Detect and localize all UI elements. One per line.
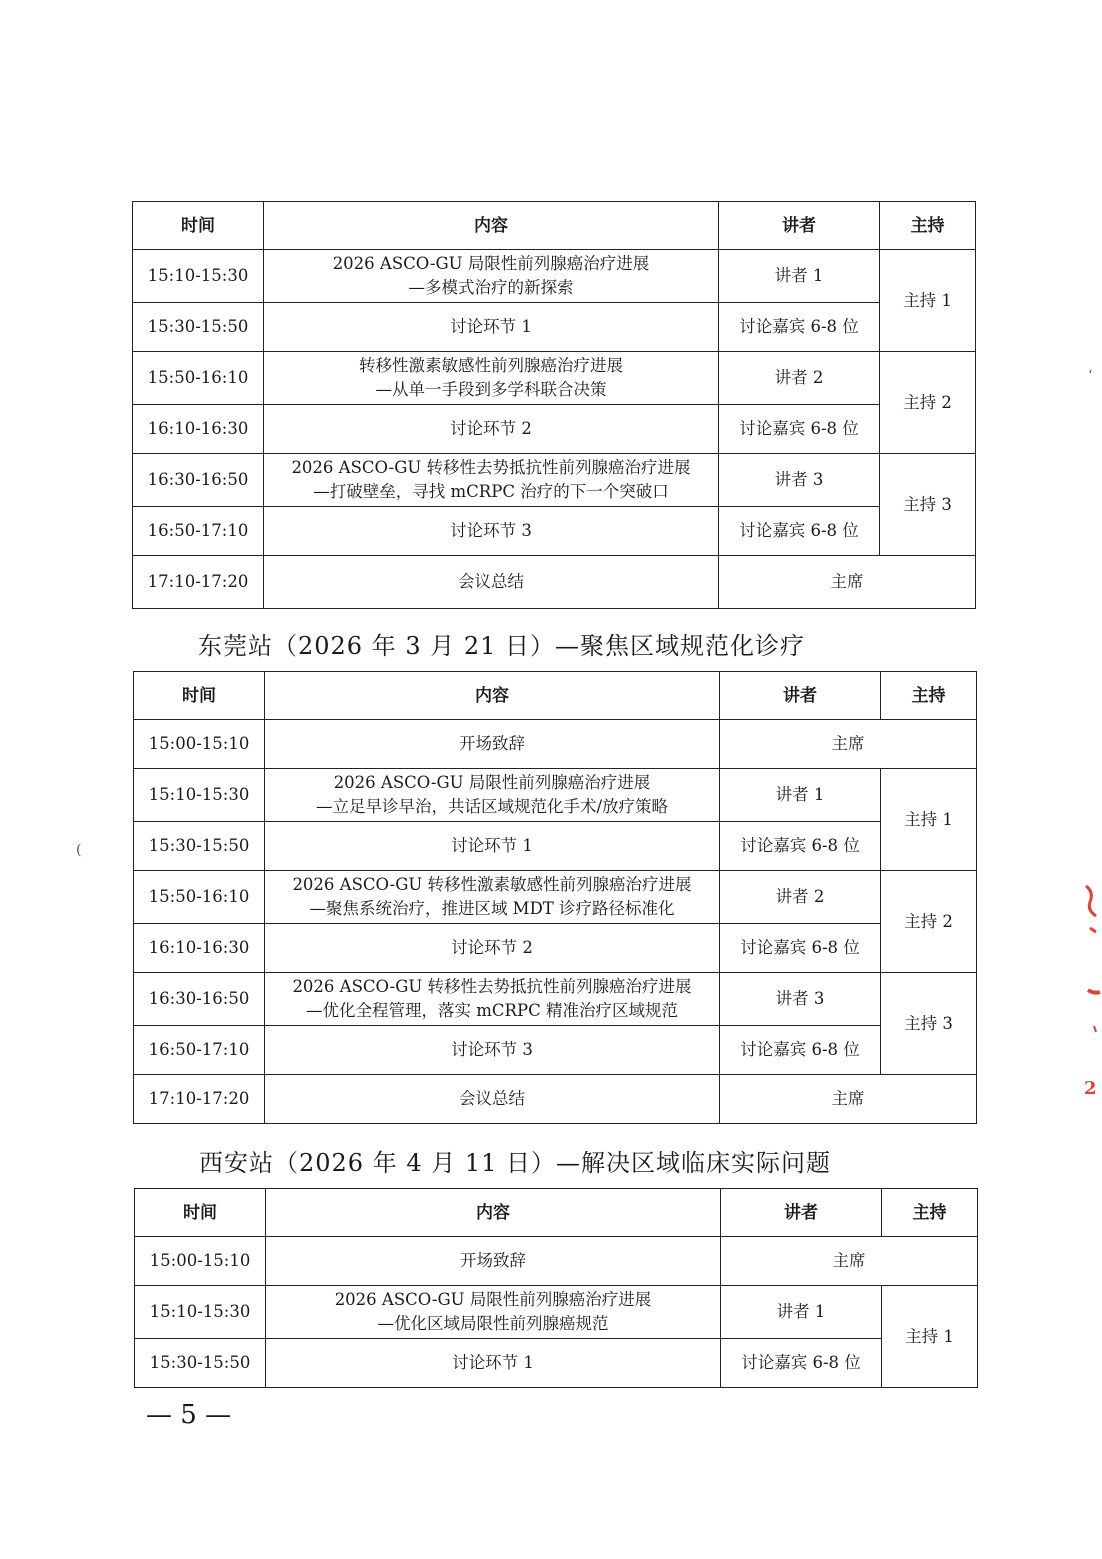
header-host: 主持 [881, 672, 977, 720]
content-cell [264, 352, 719, 405]
speaker-cell: 讲者 2 [719, 352, 880, 405]
content-cell [264, 454, 719, 507]
seal-fragment: 2 [1084, 1078, 1097, 1099]
speaker-cell: 讨论嘉宾 6-8 位 [720, 924, 881, 973]
content-cell: 讨论环节 2 [264, 405, 719, 454]
time-cell: 17:10-17:20 [133, 556, 264, 609]
table-row [134, 924, 977, 973]
time-cell: 15:50-16:10 [133, 352, 264, 405]
table-row [133, 405, 976, 454]
content-line: —优化全程管理，落实 mCRPC 精准治疗区域规范 [306, 1001, 678, 1020]
content-line: 2026 ASCO-GU 转移性去势抵抗性前列腺癌治疗进展 [291, 458, 691, 477]
table-row [133, 454, 976, 507]
content-line: 2026 ASCO-GU 转移性激素敏感性前列腺癌治疗进展 [292, 875, 692, 894]
seal-edge-marks [1076, 880, 1102, 1110]
host-cell: 主持 3 [881, 973, 977, 1075]
content-line: —立足早诊早治，共话区域规范化手术/放疗策略 [315, 797, 669, 816]
header-host: 主持 [882, 1189, 978, 1237]
speaker-cell: 讲者 3 [720, 973, 881, 1026]
time-cell: 15:10-15:30 [135, 1286, 266, 1339]
time-cell: 15:00-15:10 [134, 720, 265, 769]
table-row [133, 507, 976, 556]
host-cell: 主持 3 [880, 454, 976, 556]
content-line: —打破壁垒，寻找 mCRPC 治疗的下一个突破口 [313, 482, 669, 501]
page-number: — 5 — [146, 1400, 232, 1430]
content-cell: 讨论环节 1 [265, 822, 720, 871]
content-line: 转移性激素敏感性前列腺癌治疗进展 [359, 356, 623, 375]
header-speaker: 讲者 [720, 672, 881, 720]
host-cell: 主持 1 [880, 250, 976, 352]
header-content: 内容 [264, 202, 719, 250]
table-row [134, 769, 977, 822]
schedule-table-dongguan [133, 671, 977, 1124]
content-cell: 讨论环节 3 [264, 507, 719, 556]
host-cell: 主持 1 [882, 1286, 978, 1388]
speaker-cell: 讨论嘉宾 6-8 位 [721, 1339, 882, 1388]
speaker-cell: 讨论嘉宾 6-8 位 [719, 507, 880, 556]
time-cell: 15:30-15:50 [133, 303, 264, 352]
time-cell: 16:30-16:50 [133, 454, 264, 507]
content-cell [265, 769, 720, 822]
time-cell: 16:10-16:30 [134, 924, 265, 973]
speaker-cell: 讲者 1 [721, 1286, 882, 1339]
time-cell: 15:00-15:10 [135, 1237, 266, 1286]
content-line: 2026 ASCO-GU 局限性前列腺癌治疗进展 [334, 1290, 652, 1309]
header-time: 时间 [135, 1189, 266, 1237]
table-row [134, 1026, 977, 1075]
speaker-cell: 讲者 1 [719, 250, 880, 303]
time-cell: 15:10-15:30 [133, 250, 264, 303]
schedule-table-xian [134, 1188, 978, 1388]
table-row [134, 1075, 977, 1124]
header-speaker: 讲者 [719, 202, 880, 250]
speaker-cell: 讨论嘉宾 6-8 位 [719, 405, 880, 454]
time-cell: 15:10-15:30 [134, 769, 265, 822]
scan-tick-mark: ( [76, 842, 82, 858]
content-line: —多模式治疗的新探索 [408, 278, 574, 297]
time-cell: 16:10-16:30 [133, 405, 264, 454]
table-row [134, 720, 977, 769]
speaker-cell: 讨论嘉宾 6-8 位 [720, 1026, 881, 1075]
header-time: 时间 [133, 202, 264, 250]
time-cell: 16:30-16:50 [134, 973, 265, 1026]
table-row [133, 250, 976, 303]
speaker-cell: 讲者 1 [720, 769, 881, 822]
header-speaker: 讲者 [721, 1189, 882, 1237]
time-cell: 15:50-16:10 [134, 871, 265, 924]
speaker-host-cell: 主席 [720, 1075, 977, 1124]
speaker-cell: 讨论嘉宾 6-8 位 [719, 303, 880, 352]
content-cell [265, 973, 720, 1026]
speaker-cell: 讲者 2 [720, 871, 881, 924]
table-row [134, 871, 977, 924]
schedule-table-continued [132, 201, 976, 609]
header-content: 内容 [266, 1189, 721, 1237]
content-line: —聚焦系统治疗，推进区域 MDT 诊疗路径标准化 [309, 899, 675, 918]
speaker-cell: 讨论嘉宾 6-8 位 [720, 822, 881, 871]
time-cell: 17:10-17:20 [134, 1075, 265, 1124]
content-cell [265, 871, 720, 924]
content-cell: 讨论环节 3 [265, 1026, 720, 1075]
content-line: 2026 ASCO-GU 局限性前列腺癌治疗进展 [333, 773, 651, 792]
host-cell: 主持 1 [881, 769, 977, 871]
speaker-cell: 讲者 3 [719, 454, 880, 507]
table-row [134, 973, 977, 1026]
content-cell: 会议总结 [265, 1075, 720, 1124]
station-title-dongguan: 东莞站（2026 年 3 月 21 日）—聚焦区域规范化诊疗 [198, 632, 806, 660]
time-cell: 16:50-17:10 [133, 507, 264, 556]
speaker-host-cell: 主席 [720, 720, 977, 769]
content-cell: 讨论环节 2 [265, 924, 720, 973]
header-content: 内容 [265, 672, 720, 720]
content-line: 2026 ASCO-GU 局限性前列腺癌治疗进展 [332, 254, 650, 273]
content-cell [266, 1286, 721, 1339]
speaker-host-cell: 主席 [721, 1237, 978, 1286]
content-line: —从单一手段到多学科联合决策 [375, 380, 607, 399]
table-row [133, 303, 976, 352]
scan-tick-mark: ‘ [1088, 368, 1093, 384]
station-title-xian: 西安站（2026 年 4 月 11 日）—解决区域临床实际问题 [199, 1149, 832, 1177]
table-row [134, 822, 977, 871]
speaker-host-cell: 主席 [719, 556, 976, 609]
table-row [135, 1237, 978, 1286]
content-cell: 讨论环节 1 [264, 303, 719, 352]
header-time: 时间 [134, 672, 265, 720]
content-cell: 开场致辞 [266, 1237, 721, 1286]
content-cell [264, 250, 719, 303]
time-cell: 15:30-15:50 [134, 822, 265, 871]
time-cell: 16:50-17:10 [134, 1026, 265, 1075]
table-row [133, 556, 976, 609]
content-cell: 讨论环节 1 [266, 1339, 721, 1388]
table-row [135, 1339, 978, 1388]
content-cell: 开场致辞 [265, 720, 720, 769]
host-cell: 主持 2 [881, 871, 977, 973]
time-cell: 15:30-15:50 [135, 1339, 266, 1388]
host-cell: 主持 2 [880, 352, 976, 454]
header-host: 主持 [880, 202, 976, 250]
content-line: 2026 ASCO-GU 转移性去势抵抗性前列腺癌治疗进展 [292, 977, 692, 996]
table-row [135, 1286, 978, 1339]
table-row [133, 352, 976, 405]
content-cell: 会议总结 [264, 556, 719, 609]
content-line: —优化区域局限性前列腺癌规范 [377, 1314, 609, 1333]
